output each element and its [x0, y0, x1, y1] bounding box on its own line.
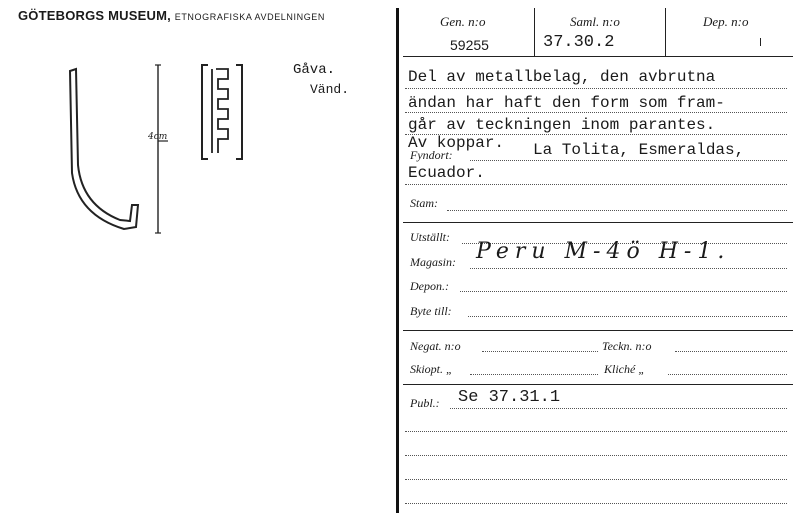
card-border	[396, 8, 399, 513]
skiopt-label: Skiopt. „	[410, 362, 453, 376]
vand-note: Vänd.	[310, 82, 350, 97]
stam-label: Stam:	[410, 196, 438, 210]
gen-label: Gen. n:o	[440, 14, 486, 29]
museum-header	[18, 8, 325, 23]
artifact-drawing	[60, 55, 260, 245]
description-line-4: Av koppar.	[408, 134, 505, 152]
gift-note: Gåva.	[293, 62, 336, 78]
museum-name: GÖTEBORGS MUSEUM,	[18, 8, 171, 23]
dep-label: Dep. n:o	[703, 14, 749, 29]
publ-value: Se 37.31.1	[458, 388, 561, 407]
fyndort-value: La Tolita, Esmeraldas,	[533, 141, 745, 159]
utstallt-label: Utställt:	[410, 230, 451, 244]
depon-label: Depon.:	[410, 279, 449, 293]
saml-label: Saml. n:o	[570, 14, 620, 29]
gen-value: 59255	[450, 37, 489, 53]
measure-label: 4cm	[148, 132, 168, 142]
description-line-3: går av teckningen inom parantes.	[408, 116, 716, 134]
publ-label: Publ.:	[410, 396, 440, 410]
field-divider-2	[665, 8, 666, 56]
kliche-label: Kliché „	[604, 362, 645, 376]
top-divider	[403, 56, 793, 57]
negat-label: Negat. n:o	[410, 339, 461, 353]
description-line-1: Del av metallbelag, den avbrutna	[408, 68, 716, 86]
description-line-2: ändan har haft den form som fram-	[408, 94, 725, 112]
hook-outline	[70, 69, 138, 229]
magasin-label: Magasin:	[410, 255, 456, 269]
fyndort-value-2: Ecuador.	[408, 164, 485, 182]
zigzag-piece	[216, 69, 228, 153]
department-name: ETNOGRAFISKA AVDELNINGEN	[174, 12, 325, 22]
teckn-label: Teckn. n:o	[602, 339, 652, 353]
fyndort-label: Fyndort:	[410, 148, 453, 162]
byte-label: Byte till:	[410, 304, 452, 318]
bracket-left	[202, 65, 208, 159]
bracket-right	[236, 65, 242, 159]
saml-value: 37.30.2	[543, 33, 615, 52]
magasin-value: Peru M-4ö H-1.	[476, 239, 731, 264]
field-divider-1	[534, 8, 535, 56]
